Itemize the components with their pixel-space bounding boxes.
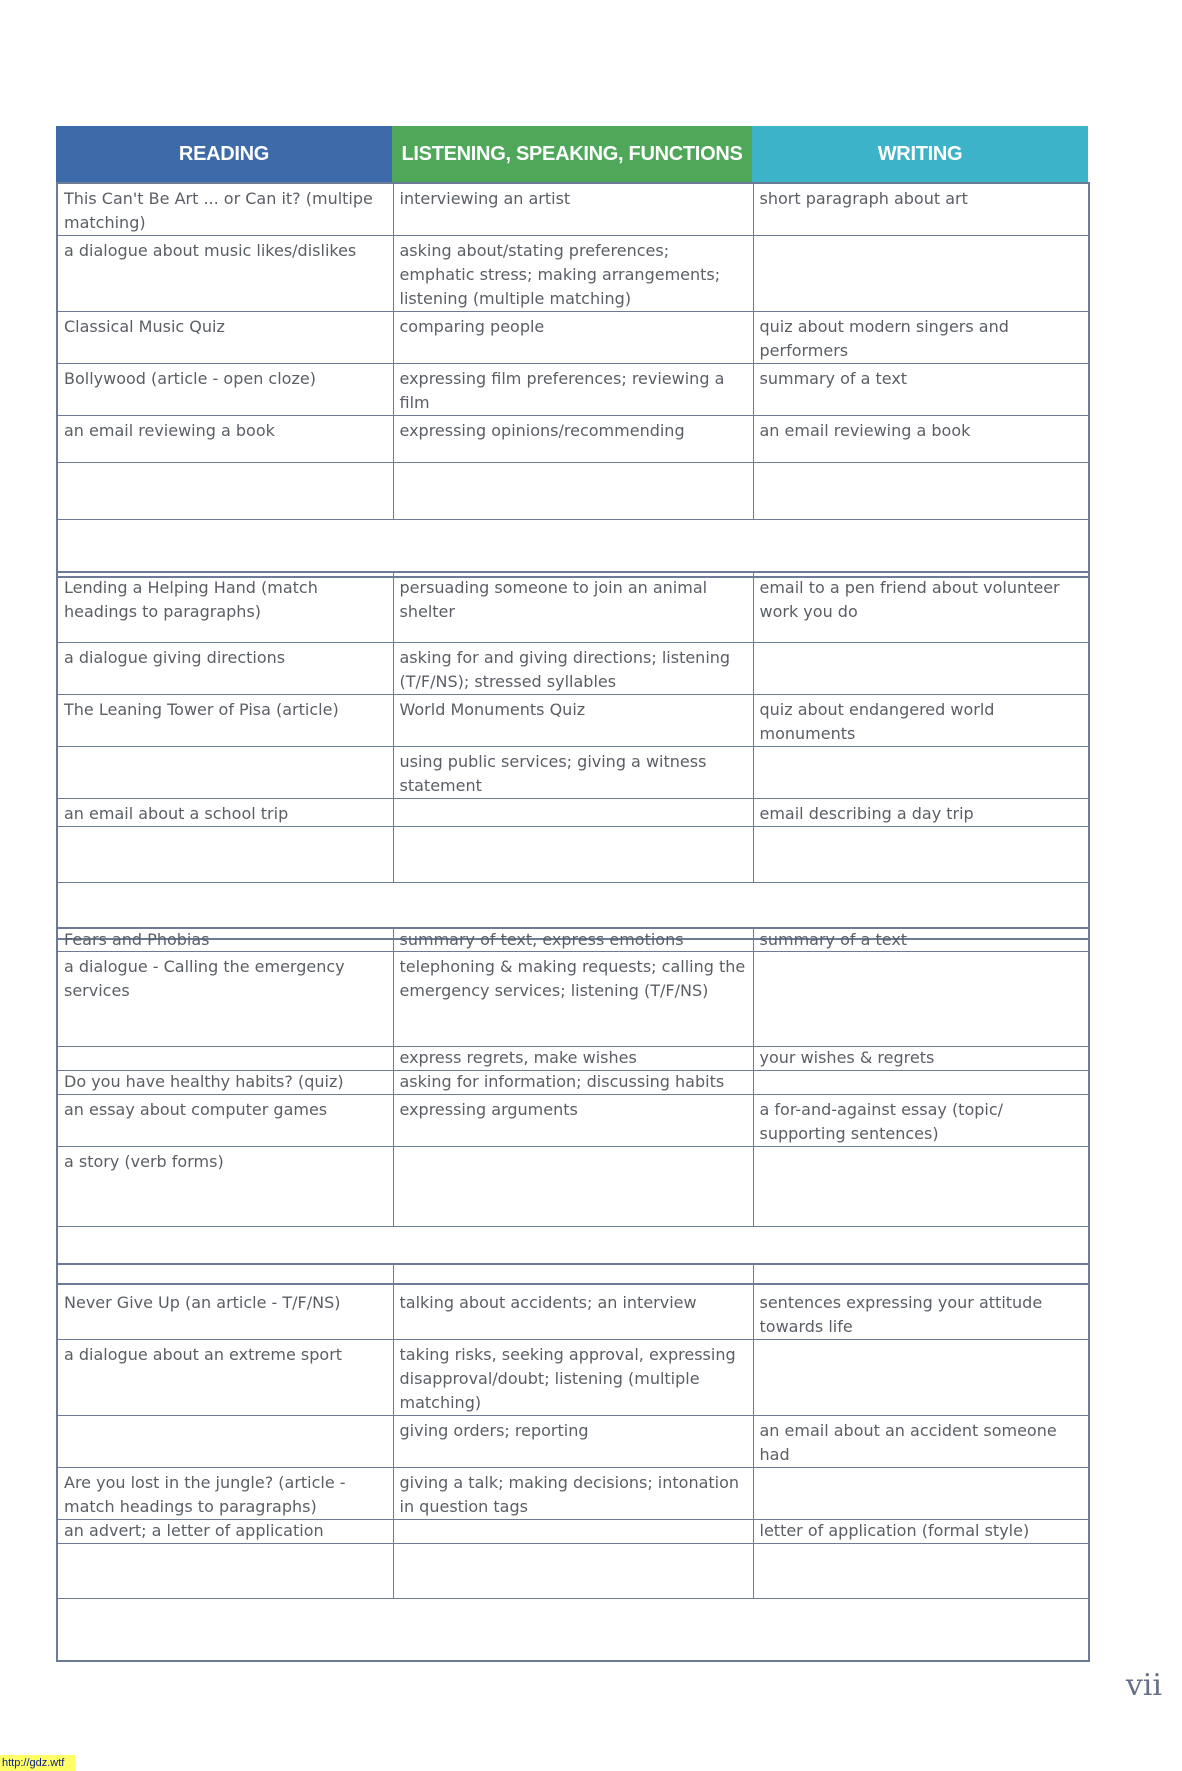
empty-cell [57, 1599, 1089, 1661]
table-row [57, 1264, 1089, 1340]
reading-cell: a dialogue about an extreme sport [57, 1340, 393, 1416]
writing-cell [753, 1340, 1089, 1416]
table-row [57, 1095, 1089, 1147]
source-url-label[interactable]: http://gdz.wtf [0, 1755, 75, 1771]
table-row [57, 572, 1089, 642]
writing-cell: short paragraph about art [753, 183, 1089, 236]
page-number: vii [1125, 1668, 1162, 1703]
writing-cell [753, 746, 1089, 798]
listening-cell: comparing people [393, 312, 753, 364]
writing-cell [753, 1071, 1089, 1095]
table-row [57, 416, 1089, 463]
writing-cell [753, 1544, 1089, 1599]
reading-cell: an advert; a letter of application [57, 1520, 393, 1544]
reading-cell: an email about a school trip [57, 798, 393, 826]
table-row [57, 826, 1089, 882]
writing-cell: summary of a text [753, 364, 1089, 416]
table-row [57, 1416, 1089, 1468]
reading-cell: a story (verb forms) [57, 1147, 393, 1227]
listening-cell [393, 798, 753, 826]
table-row [57, 1147, 1089, 1227]
table-row [57, 1340, 1089, 1416]
unit-block-4 [56, 1263, 1090, 1662]
table-row [57, 1544, 1089, 1599]
listening-cell: giving a talk; making decisions; intonation in question tags [393, 1468, 753, 1520]
table-row [57, 364, 1089, 416]
listening-cell: express regrets, make wishes [393, 1047, 753, 1071]
listening-cell: summary of text, express emotions [393, 928, 753, 952]
reading-cell [57, 1416, 393, 1468]
writing-cell: quiz about modern singers and performers [753, 312, 1089, 364]
reading-cell [57, 746, 393, 798]
listening-cell [393, 463, 753, 520]
listening-cell [393, 826, 753, 882]
listening-cell [393, 1147, 753, 1227]
writing-cell [753, 826, 1089, 882]
listening-cell: asking for information; discussing habits [393, 1071, 753, 1095]
reading-cell: Are you lost in the jungle? (article - match headings to paragraphs) [57, 1468, 393, 1520]
writing-cell [753, 952, 1089, 1047]
reading-cell [57, 826, 393, 882]
table-row [57, 463, 1089, 520]
reading-cell [57, 1047, 393, 1071]
reading-cell: a dialogue - Calling the emergency services [57, 952, 393, 1047]
reading-cell: a dialogue giving directions [57, 642, 393, 694]
unit-block-3 [56, 927, 1090, 1285]
unit-block-2 [56, 571, 1090, 940]
reading-cell: Fears and Phobias [57, 928, 393, 952]
header-writing: WRITING [752, 126, 1088, 182]
table-row [57, 798, 1089, 826]
listening-cell: telephoning & making requests; calling the emergency services; listening (T/F/NS) [393, 952, 753, 1047]
table-header [56, 126, 1088, 182]
listening-cell [393, 1544, 753, 1599]
listening-cell: expressing arguments [393, 1095, 753, 1147]
table-row [57, 1071, 1089, 1095]
writing-cell: letter of application (formal style) [753, 1520, 1089, 1544]
table-row-empty [57, 1599, 1089, 1661]
listening-cell: taking risks, seeking approval, expressing disapproval/doubt; listening (multiple matching) [393, 1340, 753, 1416]
table-row [57, 183, 1089, 236]
listening-cell: expressing opinions/recommending [393, 416, 753, 463]
reading-cell: Bollywood (article - open cloze) [57, 364, 393, 416]
table-row [57, 236, 1089, 312]
reading-cell: Never Give Up (an article - T/F/NS) [57, 1264, 393, 1340]
listening-cell: talking about accidents; an interview [393, 1264, 753, 1340]
writing-cell: an email about an accident someone had [753, 1416, 1089, 1468]
table-row [57, 694, 1089, 746]
writing-cell: quiz about endangered world monuments [753, 694, 1089, 746]
reading-cell: an essay about computer games [57, 1095, 393, 1147]
reading-cell: Lending a Helping Hand (match headings to paragraphs) [57, 572, 393, 642]
writing-cell: summary of a text [753, 928, 1089, 952]
listening-cell: interviewing an artist [393, 183, 753, 236]
reading-cell: The Leaning Tower of Pisa (article) [57, 694, 393, 746]
listening-cell: giving orders; reporting [393, 1416, 753, 1468]
listening-cell: World Monuments Quiz [393, 694, 753, 746]
reading-cell: This Can't Be Art ... or Can it? (multipe matching) [57, 183, 393, 236]
table-row [57, 1520, 1089, 1544]
table-row [57, 952, 1089, 1047]
listening-cell: persuading someone to join an animal shelter [393, 572, 753, 642]
table-row [57, 312, 1089, 364]
unit-block-1 [56, 182, 1090, 578]
listening-cell: asking about/stating preferences; emphatic stress; making arrangements; listening (multiple matching) [393, 236, 753, 312]
table-row [57, 928, 1089, 952]
reading-cell [57, 1544, 393, 1599]
reading-cell: a dialogue about music likes/dislikes [57, 236, 393, 312]
reading-cell: Classical Music Quiz [57, 312, 393, 364]
writing-cell: email to a pen friend about volunteer work you do [753, 572, 1089, 642]
empty-cell [57, 520, 1089, 577]
writing-cell: your wishes & regrets [753, 1047, 1089, 1071]
writing-cell [753, 236, 1089, 312]
writing-cell: a for-and-against essay (topic/ supporting sentences) [753, 1095, 1089, 1147]
table-row [57, 1047, 1089, 1071]
reading-cell: Do you have healthy habits? (quiz) [57, 1071, 393, 1095]
reading-cell [57, 463, 393, 520]
writing-cell [753, 463, 1089, 520]
header-reading: READING [56, 126, 392, 182]
listening-cell [393, 1520, 753, 1544]
table-row [57, 746, 1089, 798]
table-row [57, 642, 1089, 694]
table-row [57, 1468, 1089, 1520]
listening-cell: asking for and giving directions; listening (T/F/NS); stressed syllables [393, 642, 753, 694]
writing-cell [753, 642, 1089, 694]
writing-cell [753, 1468, 1089, 1520]
header-listening-speaking-functions: LISTENING, SPEAKING, FUNCTIONS [392, 126, 752, 182]
writing-cell: an email reviewing a book [753, 416, 1089, 463]
writing-cell: sentences expressing your attitude towards life [753, 1264, 1089, 1340]
table-row-empty [57, 520, 1089, 577]
listening-cell: expressing film preferences; reviewing a film [393, 364, 753, 416]
listening-cell: using public services; giving a witness statement [393, 746, 753, 798]
writing-cell [753, 1147, 1089, 1227]
reading-cell: an email reviewing a book [57, 416, 393, 463]
writing-cell: email describing a day trip [753, 798, 1089, 826]
